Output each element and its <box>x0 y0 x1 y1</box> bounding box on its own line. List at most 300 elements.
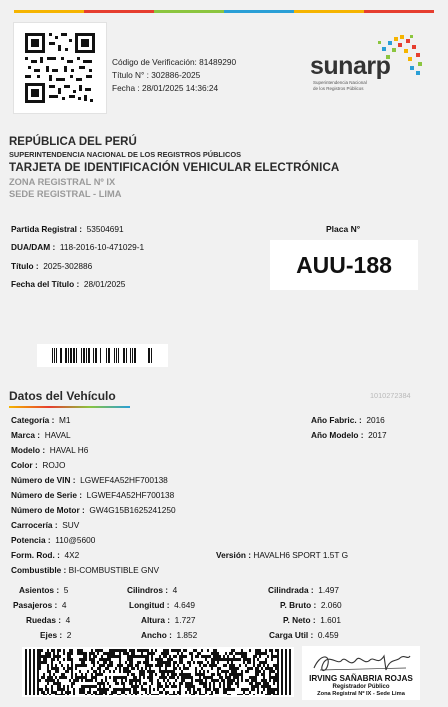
barcode-module <box>273 694 275 695</box>
barcode-module <box>113 652 115 655</box>
barcode-module <box>49 670 51 673</box>
barcode-module <box>289 688 291 691</box>
barcode-module <box>125 694 127 695</box>
barcode-module <box>165 676 167 679</box>
barcode-module <box>277 664 279 667</box>
barcode-module <box>239 673 241 676</box>
barcode-module <box>163 679 165 682</box>
barcode-module <box>145 667 147 670</box>
barcode-module <box>45 688 47 691</box>
barcode-module <box>167 664 169 667</box>
barcode-module <box>243 655 245 658</box>
barcode-module <box>209 685 211 688</box>
barcode-module <box>149 685 151 688</box>
barcode-module <box>103 691 105 694</box>
barcode-module <box>47 649 49 652</box>
barcode-module <box>151 658 153 661</box>
barcode-module <box>133 679 135 682</box>
barcode-module <box>255 676 257 679</box>
combustible-value: BI-COMBUSTIBLE GNV <box>68 565 159 575</box>
barcode-module <box>215 652 217 655</box>
barcode-module <box>91 676 93 679</box>
barcode-module <box>105 688 107 691</box>
barcode-module <box>75 667 77 670</box>
barcode-module <box>239 664 241 667</box>
barcode-module <box>73 682 75 685</box>
barcode-module <box>115 655 117 658</box>
barcode-module <box>219 658 221 661</box>
barcode-module <box>163 649 165 652</box>
barcode-module <box>211 661 213 664</box>
barcode-module <box>79 670 81 673</box>
potencia-value: 110@5600 <box>55 535 96 545</box>
barcode-module <box>145 691 147 694</box>
barcode-module <box>137 664 139 667</box>
barcode-module <box>191 694 193 695</box>
barcode-module <box>181 670 183 673</box>
barcode-module <box>231 688 233 691</box>
barcode-module <box>235 670 237 673</box>
barcode-module <box>195 667 197 670</box>
barcode-module <box>289 667 291 670</box>
barcode-bar <box>116 348 117 363</box>
barcode-module <box>131 682 133 685</box>
barcode-module <box>229 694 231 695</box>
barcode-module <box>167 679 169 682</box>
barcode-module <box>263 670 265 673</box>
barcode-bar <box>114 348 115 363</box>
barcode-module <box>217 667 219 670</box>
barcode-module <box>117 655 119 658</box>
barcode-module <box>213 655 215 658</box>
barcode-module <box>219 673 221 676</box>
barcode-module <box>267 682 269 685</box>
barcode-module <box>99 649 101 652</box>
barcode-module <box>135 694 137 695</box>
formrod-value: 4X2 <box>64 550 80 560</box>
barcode-module <box>277 676 279 679</box>
barcode-module <box>69 655 71 658</box>
barcode-module <box>231 673 233 676</box>
barcode-module <box>167 685 169 688</box>
barcode-module <box>185 673 187 676</box>
barcode-module <box>49 673 51 676</box>
barcode-module <box>197 652 199 655</box>
barcode-module <box>289 682 291 685</box>
anofab-label: Año Fabric. : <box>311 415 362 425</box>
barcode-module <box>207 688 209 691</box>
barcode-module <box>173 694 175 695</box>
barcode-module <box>145 658 147 661</box>
barcode-module <box>275 679 277 682</box>
barcode-module <box>105 661 107 664</box>
barcode-module <box>113 688 115 691</box>
barcode-module <box>161 661 163 664</box>
barcode-module <box>249 676 251 679</box>
barcode-module <box>201 673 203 676</box>
barcode-module <box>167 658 169 661</box>
barcode-module <box>277 673 279 676</box>
barcode-module <box>95 655 97 658</box>
barcode-module <box>159 661 161 664</box>
barcode-module <box>49 652 51 655</box>
barcode-module <box>249 661 251 664</box>
barcode-module <box>247 658 249 661</box>
barcode-module <box>285 679 287 682</box>
barcode-module <box>273 682 275 685</box>
barcode-module <box>209 676 211 679</box>
anomod-field <box>311 430 387 440</box>
barcode-module <box>181 676 183 679</box>
barcode-module <box>193 688 195 691</box>
barcode-module <box>45 652 47 655</box>
barcode-module <box>187 685 189 688</box>
barcode-module <box>249 658 251 661</box>
barcode-module <box>257 658 259 661</box>
barcode-module <box>153 652 155 655</box>
barcode-module <box>103 670 105 673</box>
barcode-module <box>45 655 47 658</box>
categoria-value: M1 <box>58 415 71 425</box>
barcode-module <box>63 649 65 652</box>
color-label: Color : <box>11 460 38 470</box>
barcode-module <box>89 658 91 661</box>
barcode-module <box>259 655 261 658</box>
ruedas-value: 4 <box>65 615 71 625</box>
barcode-module <box>57 682 59 685</box>
barcode-module <box>113 691 115 694</box>
barcode-module <box>163 661 165 664</box>
barcode-module <box>25 688 27 691</box>
barcode-module <box>189 664 191 667</box>
barcode-module <box>71 685 73 688</box>
section-underline <box>9 406 130 408</box>
barcode-module <box>245 670 247 673</box>
barcode-module <box>179 682 181 685</box>
barcode-module <box>99 664 101 667</box>
zone-heading: ZONA REGISTRAL Nº IX <box>9 177 116 187</box>
barcode-module <box>97 652 99 655</box>
barcode-module <box>57 652 59 655</box>
barcode-module <box>197 679 199 682</box>
barcode-module <box>65 670 67 673</box>
barcode-module <box>107 682 109 685</box>
anomod-label: Año Modelo : <box>311 430 364 440</box>
fecha-field <box>11 279 125 289</box>
barcode-module <box>39 652 41 655</box>
barcode-module <box>191 679 193 682</box>
barcode-module <box>163 670 165 673</box>
barcode-module <box>81 688 83 691</box>
barcode-module <box>157 661 159 664</box>
barcode-module <box>271 649 273 652</box>
barcode-module <box>91 679 93 682</box>
barcode-module <box>79 691 81 694</box>
barcode-module <box>165 664 167 667</box>
barcode-module <box>37 673 39 676</box>
barcode-module <box>129 691 131 694</box>
barcode-module <box>239 652 241 655</box>
barcode-module <box>159 664 161 667</box>
asientos-value: 5 <box>63 585 69 595</box>
barcode-module <box>181 661 183 664</box>
barcode-module <box>127 652 129 655</box>
barcode-module <box>225 676 227 679</box>
barcode-module <box>265 667 267 670</box>
barcode-module <box>263 679 265 682</box>
barcode-module <box>67 688 69 691</box>
barcode-module <box>51 649 53 652</box>
barcode-module <box>25 667 27 670</box>
barcode-module <box>213 685 215 688</box>
barcode-module <box>61 694 63 695</box>
barcode-module <box>289 658 291 661</box>
barcode-module <box>213 688 215 691</box>
barcode-module <box>235 673 237 676</box>
barcode-module <box>141 667 143 670</box>
barcode-module <box>201 694 203 695</box>
barcode-bar <box>100 348 101 363</box>
categoria-field <box>11 415 71 425</box>
barcode-module <box>169 676 171 679</box>
barcode-module <box>205 658 207 661</box>
barcode-module <box>203 694 205 695</box>
barcode-module <box>25 664 27 667</box>
barcode-module <box>143 673 145 676</box>
barcode-module <box>183 676 185 679</box>
barcode-module <box>281 652 283 655</box>
barcode-module <box>25 658 27 661</box>
barcode-module <box>281 661 283 664</box>
barcode-module <box>179 649 181 652</box>
barcode-module <box>113 679 115 682</box>
barcode-module <box>33 658 35 661</box>
barcode-module <box>183 667 185 670</box>
barcode-module <box>63 658 65 661</box>
barcode-module <box>173 682 175 685</box>
barcode-module <box>57 685 59 688</box>
barcode-module <box>225 658 227 661</box>
barcode-module <box>93 658 95 661</box>
barcode-module <box>255 685 257 688</box>
barcode-module <box>253 676 255 679</box>
barcode-module <box>109 649 111 652</box>
barcode-module <box>281 667 283 670</box>
barcode-module <box>233 673 235 676</box>
barcode-module <box>257 688 259 691</box>
barcode-module <box>33 667 35 670</box>
barcode-module <box>83 685 85 688</box>
barcode-module <box>55 676 57 679</box>
dua-field <box>11 242 144 252</box>
barcode-module <box>85 652 87 655</box>
barcode-module <box>49 694 51 695</box>
barcode-module <box>253 658 255 661</box>
barcode-module <box>151 670 153 673</box>
barcode-module <box>83 688 85 691</box>
motor-value: GW4G15B1625241250 <box>89 505 176 515</box>
handwritten-signature <box>310 648 414 676</box>
barcode-module <box>187 661 189 664</box>
barcode-module <box>269 691 271 694</box>
barcode-module <box>47 688 49 691</box>
barcode-bar <box>83 348 85 363</box>
barcode-module <box>205 679 207 682</box>
barcode-module <box>217 652 219 655</box>
barcode-module <box>141 694 143 695</box>
barcode-module <box>49 679 51 682</box>
barcode-bar <box>60 348 62 363</box>
barcode-module <box>265 682 267 685</box>
barcode-module <box>285 682 287 685</box>
barcode-module <box>123 667 125 670</box>
barcode-module <box>113 676 115 679</box>
barcode-module <box>91 673 93 676</box>
barcode-module <box>33 691 35 694</box>
barcode-module <box>237 694 239 695</box>
signer-place: Zona Registral Nº IX - Sede Lima <box>317 691 405 697</box>
barcode-module <box>95 676 97 679</box>
barcode-module <box>233 664 235 667</box>
barcode-module <box>47 691 49 694</box>
barcode-module <box>57 688 59 691</box>
barcode-module <box>227 661 229 664</box>
barcode-module <box>259 661 261 664</box>
barcode-module <box>173 685 175 688</box>
barcode-module <box>125 670 127 673</box>
barcode-module <box>159 691 161 694</box>
qr-code-icon <box>25 33 95 103</box>
pneto-label: P. Neto : <box>283 615 316 625</box>
barcode-module <box>93 670 95 673</box>
barcode-module <box>161 676 163 679</box>
barcode-module <box>103 652 105 655</box>
barcode-module <box>65 676 67 679</box>
barcode-module <box>123 685 125 688</box>
barcode-module <box>219 682 221 685</box>
barcode-module <box>245 658 247 661</box>
barcode-module <box>109 664 111 667</box>
barcode-module <box>167 652 169 655</box>
barcode-module <box>53 679 55 682</box>
barcode-module <box>133 667 135 670</box>
barcode-module <box>145 649 147 652</box>
barcode-module <box>45 685 47 688</box>
barcode-module <box>207 649 209 652</box>
barcode-module <box>123 691 125 694</box>
barcode-module <box>93 661 95 664</box>
barcode-module <box>47 667 49 670</box>
barcode-module <box>277 658 279 661</box>
barcode-module <box>91 649 93 652</box>
barcode-module <box>123 688 125 691</box>
barcode-module <box>45 658 47 661</box>
barcode-module <box>251 682 253 685</box>
barcode-module <box>85 676 87 679</box>
barcode-module <box>61 673 63 676</box>
barcode-module <box>259 649 261 652</box>
cargautil-field <box>269 630 339 640</box>
barcode-module <box>139 679 141 682</box>
barcode-module <box>53 682 55 685</box>
barcode-module <box>135 682 137 685</box>
barcode-module <box>289 652 291 655</box>
barcode-module <box>167 670 169 673</box>
barcode-module <box>81 676 83 679</box>
barcode-module <box>87 679 89 682</box>
barcode-module <box>155 673 157 676</box>
barcode-module <box>37 688 39 691</box>
barcode-module <box>215 655 217 658</box>
barcode-module <box>151 652 153 655</box>
barcode-module <box>133 655 135 658</box>
barcode-module <box>127 667 129 670</box>
barcode-module <box>225 673 227 676</box>
barcode-module <box>179 691 181 694</box>
barcode-module <box>261 667 263 670</box>
barcode-module <box>277 667 279 670</box>
barcode-module <box>219 655 221 658</box>
barcode-module <box>161 658 163 661</box>
barcode-module <box>67 658 69 661</box>
barcode-module <box>215 688 217 691</box>
qr-code <box>14 23 106 113</box>
barcode-module <box>111 661 113 664</box>
pdf417-barcode-icon <box>25 649 291 695</box>
barcode-module <box>113 670 115 673</box>
carroceria-label: Carrocería : <box>11 520 58 530</box>
verification-date: Fecha : 28/01/2025 14:36:24 <box>112 83 219 93</box>
barcode-module <box>147 652 149 655</box>
barcode-module <box>81 649 83 652</box>
barcode-module <box>83 661 85 664</box>
barcode-module <box>227 655 229 658</box>
barcode-module <box>161 670 163 673</box>
barcode-module <box>241 670 243 673</box>
barcode-module <box>129 655 131 658</box>
barcode-module <box>277 655 279 658</box>
barcode-module <box>229 667 231 670</box>
altura-value: 1.727 <box>174 615 196 625</box>
barcode-module <box>25 694 27 695</box>
barcode-module <box>99 658 101 661</box>
barcode-module <box>33 679 35 682</box>
barcode-module <box>111 652 113 655</box>
barcode-module <box>55 664 57 667</box>
barcode-module <box>99 670 101 673</box>
barcode-bar <box>106 348 107 363</box>
barcode-module <box>251 676 253 679</box>
barcode-bar <box>52 348 53 363</box>
barcode-module <box>129 682 131 685</box>
barcode-module <box>149 667 151 670</box>
serie-value: LGWEF4A52HF700138 <box>86 490 175 500</box>
barcode-module <box>203 655 205 658</box>
barcode-module <box>93 664 95 667</box>
barcode-module <box>131 667 133 670</box>
barcode-module <box>281 691 283 694</box>
barcode-module <box>185 691 187 694</box>
barcode-module <box>261 652 263 655</box>
barcode-module <box>43 676 45 679</box>
barcode-module <box>51 676 53 679</box>
barcode-module <box>33 649 35 652</box>
barcode-module <box>119 652 121 655</box>
barcode-module <box>261 661 263 664</box>
barcode-module <box>245 694 247 695</box>
barcode-module <box>211 652 213 655</box>
barcode-module <box>183 673 185 676</box>
